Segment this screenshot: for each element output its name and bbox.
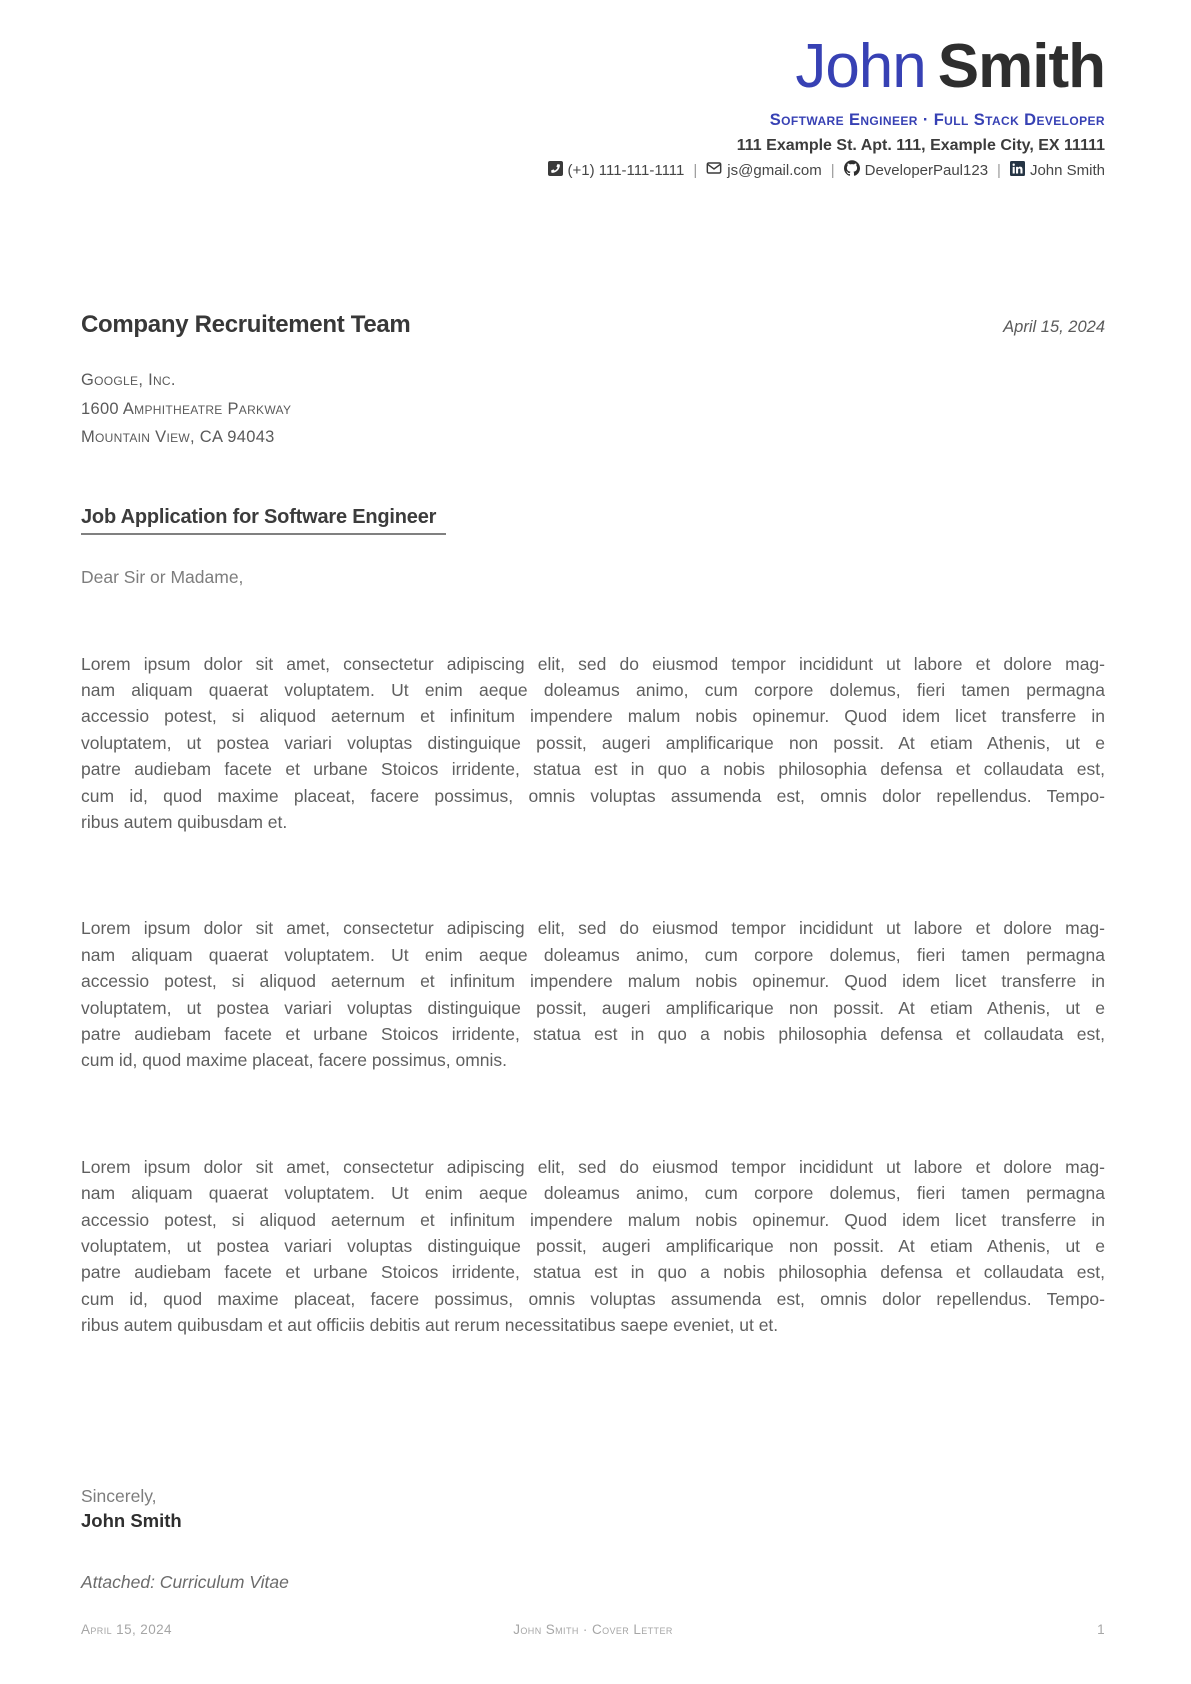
contact-row <box>81 160 1105 182</box>
linkedin-square-icon <box>1010 161 1025 182</box>
signature-name: John Smith <box>81 1509 182 1531</box>
letter-subject: Job Application for Software Engineer <box>81 504 446 535</box>
recipient-company: Google, Inc. <box>81 371 176 389</box>
body-line: cum id, quod maxime placeat, facere possimus, omnis voluptas assumenda est, omnis dolor repellendus. Tempo- <box>81 1288 1105 1309</box>
author-position: Software Engineer · Full Stack Developer <box>769 111 1105 129</box>
body-line: patre audiebam facete et urbane Stoicos irridente, statua est in quo a nobis philosophia defensa et collaudata est, <box>81 1023 1105 1044</box>
body-paragraph <box>81 651 1105 836</box>
body-line: cum id, quod maxime placeat, facere possimus, omnis. <box>81 1050 508 1071</box>
body-paragraph <box>81 1154 1105 1339</box>
contact-phone-value: (+1) 111-111-1111 <box>567 162 685 179</box>
contact-phone[interactable] <box>548 161 685 182</box>
body-line: nam aliquam quaerat voluptatem. Ut enim aeque doleamus animo, cum corpore dolemus, fieri tamen permagna <box>81 1183 1105 1204</box>
body-line: nam aliquam quaerat voluptatem. Ut enim aeque doleamus animo, cum corpore dolemus, fieri tamen permagna <box>81 944 1105 965</box>
body-paragraph <box>81 915 1105 1073</box>
contact-email-value: js@gmail.com <box>727 162 822 179</box>
enclosure-note: Attached: Curriculum Vitae <box>81 1571 289 1592</box>
body-line: ribus autem quibusdam et. <box>81 811 288 832</box>
author-first-name: John <box>795 32 926 101</box>
letter-body <box>81 651 1105 1339</box>
recipient-address-line1: 1600 Amphitheatre Parkway <box>81 399 292 418</box>
valediction: Sincerely, <box>81 1485 157 1506</box>
body-line: cum id, quod maxime placeat, facere possimus, omnis voluptas assumenda est, omnis dolor repellendus. Tempo- <box>81 785 1105 806</box>
body-line: ribus autem quibusdam et aut officiis debitis aut rerum necessitatibus saepe eveniet, ut et. <box>81 1315 779 1336</box>
envelope-icon <box>706 160 722 182</box>
author-address: 111 Example St. Apt. 111, Example City, EX 11111 <box>736 137 1105 154</box>
contact-github[interactable] <box>844 160 988 182</box>
recipient-address-line2: Mountain View, CA 94043 <box>81 428 275 446</box>
recipient-address-block <box>81 366 1105 452</box>
contact-email[interactable] <box>706 160 821 182</box>
body-line: accessio potest, si aliquod aeternum et infinitum impendere malum nobis opinemur. Quod idem licet transferre in <box>81 706 1105 727</box>
body-line: voluptatem, ut postea variari voluptas distinguique possit, augeri amplificarique non possit. At etiam Athenis, ut e <box>81 1236 1105 1256</box>
contact-linkedin[interactable] <box>1010 161 1105 182</box>
page-footer <box>81 1622 1105 1638</box>
body-line: voluptatem, ut postea variari voluptas distinguique possit, augeri amplificarique non possit. At etiam Athenis, ut e <box>81 997 1105 1018</box>
contact-linkedin-value: John Smith <box>1029 162 1105 179</box>
body-line: patre audiebam facete et urbane Stoicos irridente, statua est in quo a nobis philosophia defensa et collaudata est, <box>81 1262 1105 1283</box>
subject-wrap <box>81 504 1105 535</box>
recipient-row <box>81 310 1105 340</box>
contact-separator: | <box>693 162 698 179</box>
recipient-name: Company Recruitement Team <box>81 311 411 338</box>
body-line: Lorem ipsum dolor sit amet, consectetur adipiscing elit, sed do eiusmod tempor incididunt ut labore et dolore mag- <box>81 918 1105 939</box>
contact-separator: | <box>997 162 1001 179</box>
contact-github-value: DeveloperPaul123 <box>864 162 989 179</box>
body-line: patre audiebam facete et urbane Stoicos irridente, statua est in quo a nobis philosophia defensa et collaudata est, <box>81 759 1105 780</box>
letter-date: April 15, 2024 <box>1003 318 1105 336</box>
body-line: Lorem ipsum dolor sit amet, consectetur adipiscing elit, sed do eiusmod tempor incididunt ut labore et dolore mag- <box>81 653 1105 674</box>
closing-block <box>81 1484 1105 1534</box>
github-icon <box>844 160 860 182</box>
body-line: nam aliquam quaerat voluptatem. Ut enim aeque doleamus animo, cum corpore dolemus, fieri tamen permagna <box>81 679 1105 700</box>
footer-date: April 15, 2024 <box>81 1622 172 1637</box>
body-line: Lorem ipsum dolor sit amet, consectetur adipiscing elit, sed do eiusmod tempor incididunt ut labore et dolore mag- <box>81 1156 1105 1177</box>
footer-title: John Smith · Cover Letter <box>513 1622 673 1637</box>
footer-page-number: 1 <box>1097 1622 1105 1637</box>
contact-separator: | <box>830 162 835 179</box>
letter-header <box>81 0 1105 182</box>
body-line: accessio potest, si aliquod aeternum et infinitum impendere malum nobis opinemur. Quod idem licet transferre in <box>81 1209 1105 1230</box>
author-name <box>81 34 1105 100</box>
body-line: accessio potest, si aliquod aeternum et infinitum impendere malum nobis opinemur. Quod idem licet transferre in <box>81 971 1105 992</box>
author-last-name: Smith <box>937 32 1105 101</box>
phone-square-icon <box>548 161 563 182</box>
body-line: voluptatem, ut postea variari voluptas distinguique possit, augeri amplificarique non possit. At etiam Athenis, ut e <box>81 732 1105 753</box>
salutation: Dear Sir or Madame, <box>81 566 244 587</box>
